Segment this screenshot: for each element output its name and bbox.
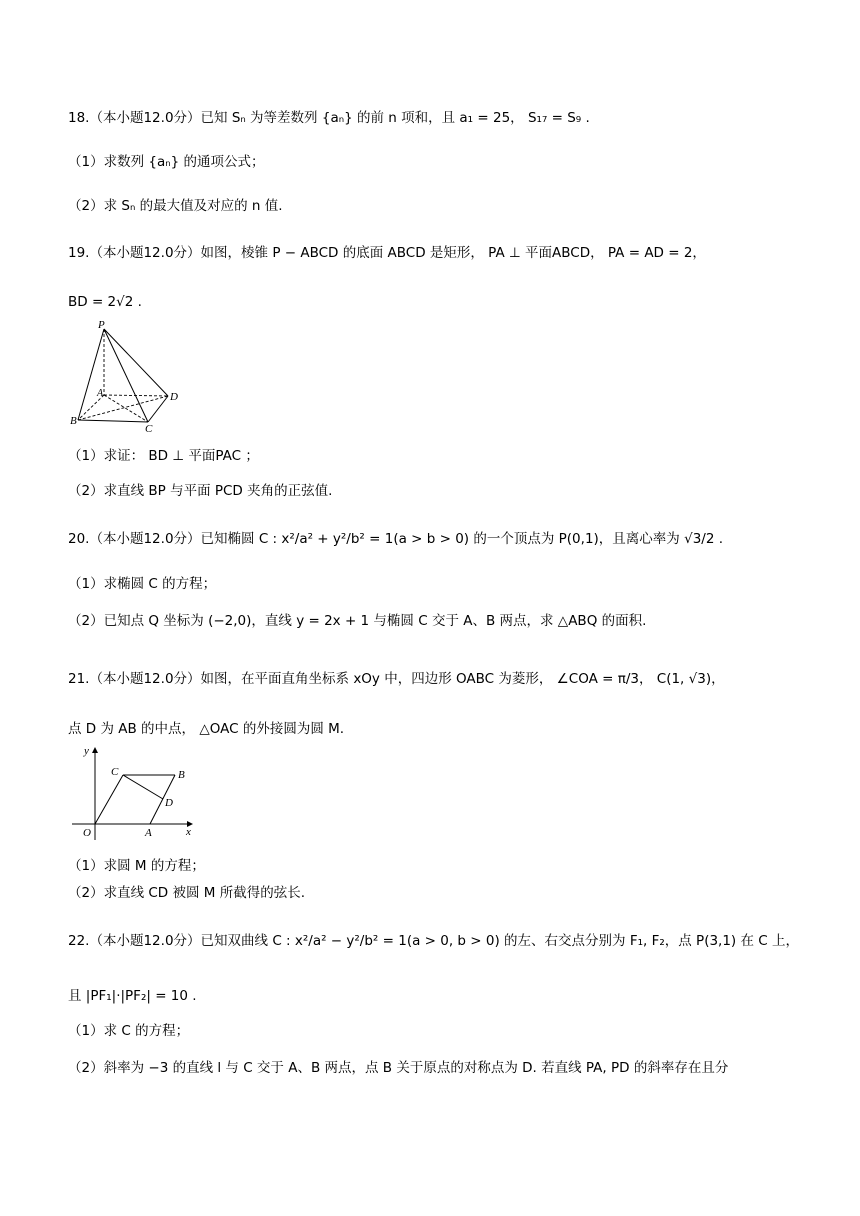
edge-AD (104, 395, 168, 396)
q21-stem-continued: 点 D 为 AB 的中点， △OAC 的外接圆为圆 M. (68, 721, 345, 737)
q21-part2: （2）求直线 CD 被圆 M 所截得的弦长. (68, 885, 306, 901)
q18-part1: （1）求数列 {aₙ} 的通项公式； (68, 154, 265, 170)
edge-PB (78, 329, 104, 420)
rhombus-diagram (68, 742, 200, 842)
q18-stem: 18.（本小题12.0分）已知 Sₙ 为等差数列 {aₙ} 的前 n 项和，且 a₁ = 25， S₁₇ = S₉ . (68, 110, 590, 126)
q19-part1: （1）求证： BD ⊥ 平面PAC ； (68, 448, 259, 464)
pyramid-figure (68, 318, 188, 434)
pyramid-diagram (68, 318, 188, 434)
label-P: P (98, 319, 105, 331)
segment-CD (123, 775, 163, 799)
q22-part2: （2）斜率为 −3 的直线 l 与 C 交于 A、B 两点，点 B 关于原点的对称点为 D. 若直线 PA, PD 的斜率存在且分 (68, 1060, 729, 1076)
label-C: C (111, 766, 119, 778)
q19-stem-continued: BD = 2√2 . (68, 294, 142, 310)
label-A: A (97, 388, 104, 399)
label-A: A (145, 827, 152, 839)
q20-stem: 20.（本小题12.0分）已知椭圆 C : x²/a² + y²/b² = 1(a > b > 0) 的一个顶点为 P(0,1)，且离心率为 √3/2 . (68, 531, 723, 547)
rhombus-figure (68, 742, 200, 842)
label-D: D (165, 797, 173, 809)
edge-BC (78, 420, 148, 422)
q21-stem: 21.（本小题12.0分）如图，在平面直角坐标系 xOy 中，四边形 OABC 为菱形， ∠COA = π/3， C(1, √3)， (68, 671, 725, 687)
q22-stem-continued: 且 |PF₁|·|PF₂| = 10 . (68, 988, 197, 1004)
label-B: B (178, 769, 185, 781)
label-y: y (84, 745, 89, 757)
label-C: C (145, 423, 153, 434)
q22-part1: （1）求 C 的方程； (68, 1023, 190, 1039)
label-D: D (170, 391, 178, 403)
edge-CD (148, 396, 168, 422)
q19-part2: （2）求直线 BP 与平面 PCD 夹角的正弦值. (68, 483, 333, 499)
q20-part2: （2）已知点 Q 坐标为 (−2,0)，直线 y = 2x + 1 与椭圆 C 交于 A、B 两点，求 △ABQ 的面积. (68, 613, 647, 629)
edge-PD (104, 329, 168, 396)
label-B: B (70, 415, 77, 427)
q21-part1: （1）求圆 M 的方程； (68, 858, 205, 874)
side-OC (95, 775, 123, 824)
label-O: O (83, 827, 91, 839)
label-x: x (186, 826, 191, 838)
q18-part2: （2）求 Sₙ 的最大值及对应的 n 值. (68, 198, 283, 214)
q19-stem: 19.（本小题12.0分）如图，棱锥 P − ABCD 的底面 ABCD 是矩形， PA ⊥ 平面ABCD， PA = AD = 2， (68, 245, 706, 261)
q22-stem: 22.（本小题12.0分）已知双曲线 C : x²/a² − y²/b² = 1(a > 0, b > 0) 的左、右交点分别为 F₁, F₂，点 P(3,1) 在 C 上， (68, 933, 799, 949)
diagonal-BD (78, 396, 168, 420)
q20-part1: （1）求椭圆 C 的方程； (68, 576, 217, 592)
